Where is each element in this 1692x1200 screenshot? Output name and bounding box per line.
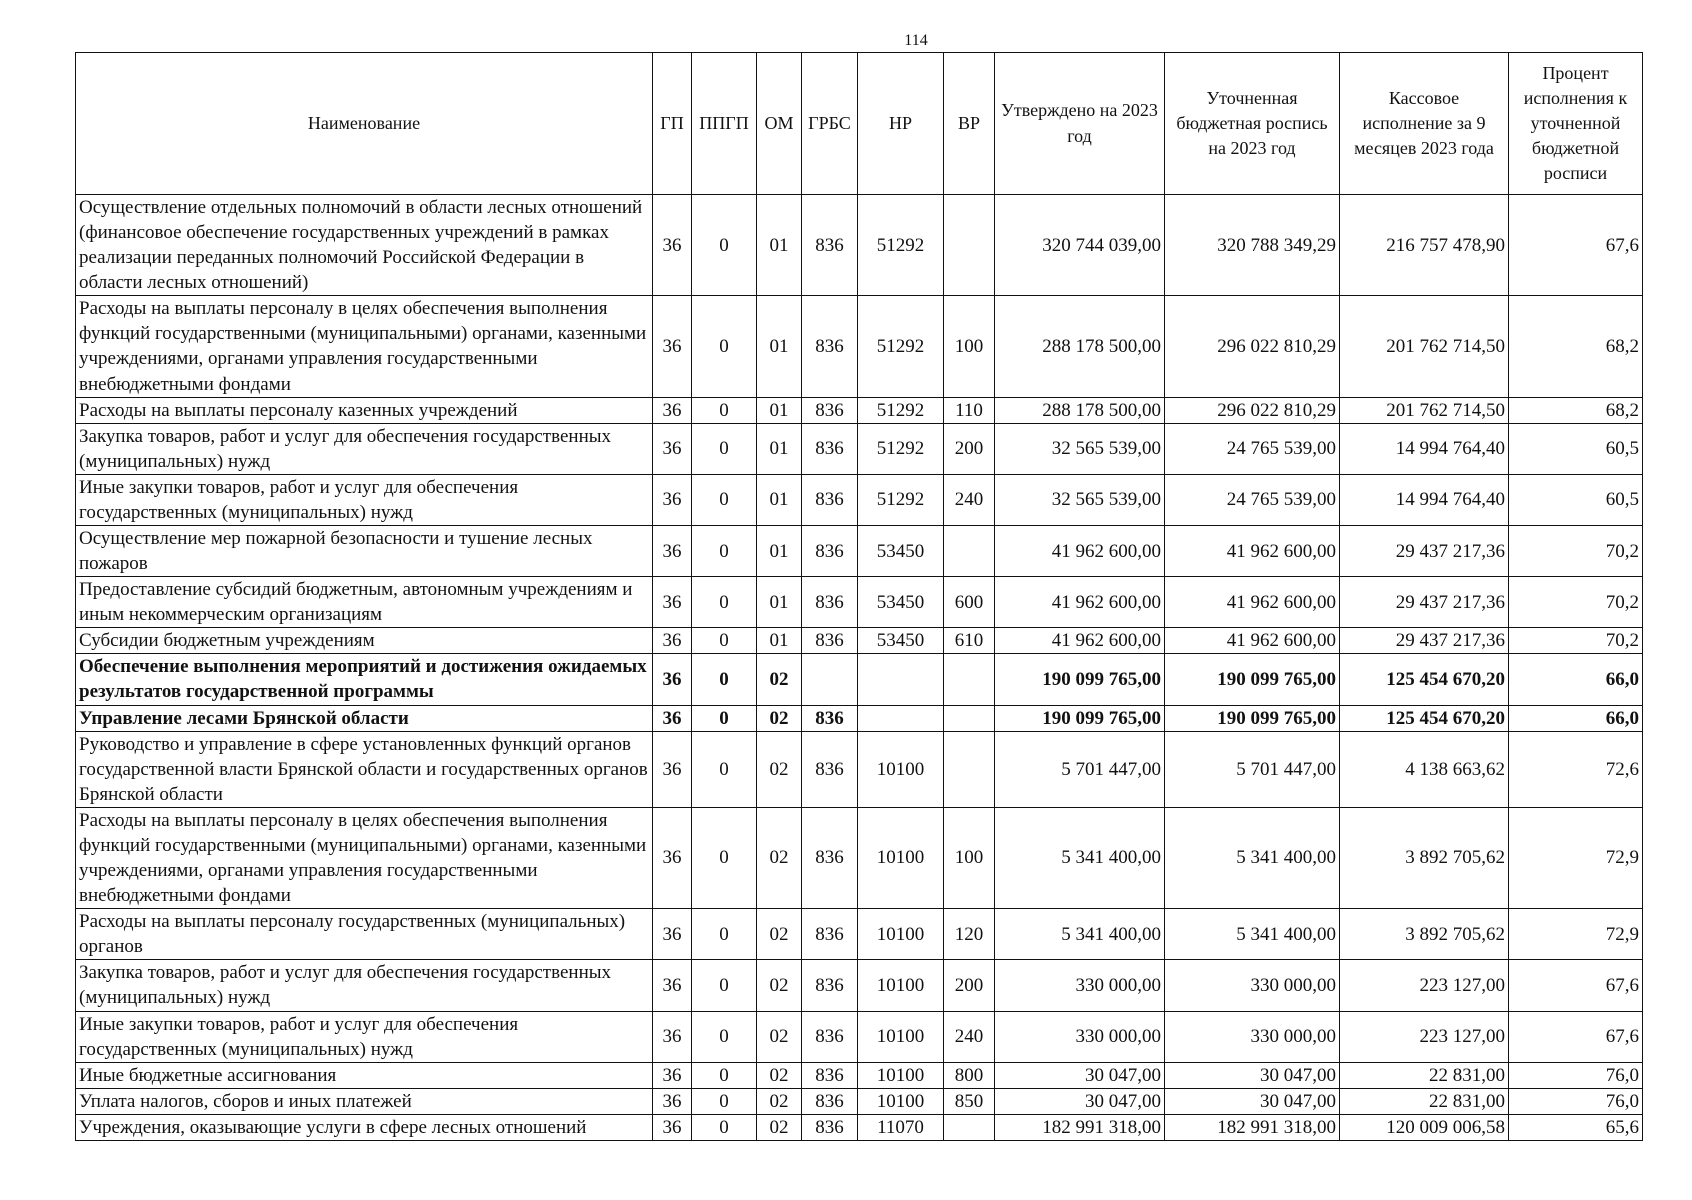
cell-om: 01 bbox=[757, 195, 802, 296]
cell-vr: 610 bbox=[944, 628, 995, 654]
cell-gp: 36 bbox=[653, 577, 692, 628]
table-row bbox=[76, 731, 1643, 807]
header-vr: ВР bbox=[944, 53, 995, 195]
cell-refined: 5 701 447,00 bbox=[1165, 731, 1340, 807]
table-row bbox=[76, 423, 1643, 474]
cell-nr: 10100 bbox=[858, 1088, 944, 1114]
cell-nr: 10100 bbox=[858, 909, 944, 960]
table-row bbox=[76, 577, 1643, 628]
cell-approved: 190 099 765,00 bbox=[995, 705, 1165, 731]
cell-refined: 30 047,00 bbox=[1165, 1088, 1340, 1114]
cell-approved: 330 000,00 bbox=[995, 1011, 1165, 1062]
cell-om: 01 bbox=[757, 628, 802, 654]
cell-percent: 72,9 bbox=[1509, 807, 1643, 908]
cell-grbs: 836 bbox=[802, 397, 858, 423]
table-row bbox=[76, 1088, 1643, 1114]
cell-nr bbox=[858, 654, 944, 705]
cell-name: Расходы на выплаты персоналу государственных (муниципальных) органов bbox=[76, 909, 653, 960]
cell-om: 02 bbox=[757, 960, 802, 1011]
cell-ppgp: 0 bbox=[692, 731, 757, 807]
cell-gp: 36 bbox=[653, 526, 692, 577]
cell-refined: 5 341 400,00 bbox=[1165, 909, 1340, 960]
cell-approved: 320 744 039,00 bbox=[995, 195, 1165, 296]
table-row bbox=[76, 654, 1643, 705]
cell-grbs: 836 bbox=[802, 474, 858, 525]
cell-cash: 22 831,00 bbox=[1340, 1062, 1509, 1088]
cell-percent: 66,0 bbox=[1509, 654, 1643, 705]
cell-ppgp: 0 bbox=[692, 474, 757, 525]
cell-om: 02 bbox=[757, 1088, 802, 1114]
cell-percent: 70,2 bbox=[1509, 577, 1643, 628]
cell-name: Учреждения, оказывающие услуги в сфере лесных отношений bbox=[76, 1114, 653, 1140]
cell-vr bbox=[944, 526, 995, 577]
header-name: Наименование bbox=[76, 53, 653, 195]
header-percent: Процент исполнения к уточненной бюджетной росписи bbox=[1509, 53, 1643, 195]
cell-ppgp: 0 bbox=[692, 397, 757, 423]
cell-approved: 5 701 447,00 bbox=[995, 731, 1165, 807]
cell-percent: 72,6 bbox=[1509, 731, 1643, 807]
cell-grbs: 836 bbox=[802, 1062, 858, 1088]
cell-approved: 5 341 400,00 bbox=[995, 909, 1165, 960]
cell-vr: 200 bbox=[944, 423, 995, 474]
cell-nr: 53450 bbox=[858, 526, 944, 577]
cell-vr: 120 bbox=[944, 909, 995, 960]
table-row bbox=[76, 705, 1643, 731]
cell-vr: 110 bbox=[944, 397, 995, 423]
cell-percent: 65,6 bbox=[1509, 1114, 1643, 1140]
cell-om: 01 bbox=[757, 577, 802, 628]
cell-gp: 36 bbox=[653, 195, 692, 296]
cell-approved: 30 047,00 bbox=[995, 1062, 1165, 1088]
cell-approved: 190 099 765,00 bbox=[995, 654, 1165, 705]
cell-om: 01 bbox=[757, 526, 802, 577]
cell-approved: 330 000,00 bbox=[995, 960, 1165, 1011]
cell-gp: 36 bbox=[653, 705, 692, 731]
cell-percent: 70,2 bbox=[1509, 628, 1643, 654]
table-row bbox=[76, 628, 1643, 654]
cell-approved: 32 565 539,00 bbox=[995, 423, 1165, 474]
table-row bbox=[76, 195, 1643, 296]
cell-name: Осуществление мер пожарной безопасности и тушение лесных пожаров bbox=[76, 526, 653, 577]
header-nr: НР bbox=[858, 53, 944, 195]
cell-approved: 5 341 400,00 bbox=[995, 807, 1165, 908]
cell-approved: 288 178 500,00 bbox=[995, 397, 1165, 423]
cell-ppgp: 0 bbox=[692, 577, 757, 628]
cell-ppgp: 0 bbox=[692, 1114, 757, 1140]
cell-ppgp: 0 bbox=[692, 1011, 757, 1062]
page-number: 114 bbox=[904, 32, 928, 49]
cell-vr bbox=[944, 654, 995, 705]
cell-name: Руководство и управление в сфере установленных функций органов государственной власти Брянской области и государственных органов Брянской области bbox=[76, 731, 653, 807]
cell-refined: 190 099 765,00 bbox=[1165, 705, 1340, 731]
cell-ppgp: 0 bbox=[692, 960, 757, 1011]
cell-cash: 4 138 663,62 bbox=[1340, 731, 1509, 807]
cell-percent: 60,5 bbox=[1509, 423, 1643, 474]
cell-gp: 36 bbox=[653, 1088, 692, 1114]
cell-grbs: 836 bbox=[802, 296, 858, 397]
cell-vr: 240 bbox=[944, 1011, 995, 1062]
cell-ppgp: 0 bbox=[692, 807, 757, 908]
cell-grbs: 836 bbox=[802, 577, 858, 628]
cell-grbs: 836 bbox=[802, 705, 858, 731]
cell-om: 02 bbox=[757, 731, 802, 807]
header-cash: Кассовое исполнение за 9 месяцев 2023 года bbox=[1340, 53, 1509, 195]
cell-cash: 22 831,00 bbox=[1340, 1088, 1509, 1114]
cell-cash: 125 454 670,20 bbox=[1340, 705, 1509, 731]
cell-grbs: 836 bbox=[802, 1088, 858, 1114]
cell-approved: 30 047,00 bbox=[995, 1088, 1165, 1114]
cell-refined: 182 991 318,00 bbox=[1165, 1114, 1340, 1140]
cell-ppgp: 0 bbox=[692, 1062, 757, 1088]
cell-name: Субсидии бюджетным учреждениям bbox=[76, 628, 653, 654]
header-grbs: ГРБС bbox=[802, 53, 858, 195]
cell-name: Расходы на выплаты персоналу в целях обеспечения выполнения функций государственными (муниципальными) органами, казенными учреждениями, органами управления государственными внебюджетными фондами bbox=[76, 296, 653, 397]
cell-grbs: 836 bbox=[802, 909, 858, 960]
cell-ppgp: 0 bbox=[692, 705, 757, 731]
cell-cash: 3 892 705,62 bbox=[1340, 909, 1509, 960]
cell-grbs: 836 bbox=[802, 1114, 858, 1140]
cell-vr: 240 bbox=[944, 474, 995, 525]
cell-refined: 5 341 400,00 bbox=[1165, 807, 1340, 908]
cell-name: Иные бюджетные ассигнования bbox=[76, 1062, 653, 1088]
cell-refined: 41 962 600,00 bbox=[1165, 628, 1340, 654]
cell-approved: 182 991 318,00 bbox=[995, 1114, 1165, 1140]
cell-refined: 30 047,00 bbox=[1165, 1062, 1340, 1088]
cell-om: 02 bbox=[757, 1062, 802, 1088]
cell-ppgp: 0 bbox=[692, 423, 757, 474]
table-row bbox=[76, 474, 1643, 525]
cell-percent: 76,0 bbox=[1509, 1088, 1643, 1114]
cell-grbs: 836 bbox=[802, 526, 858, 577]
cell-vr: 800 bbox=[944, 1062, 995, 1088]
cell-gp: 36 bbox=[653, 1114, 692, 1140]
cell-gp: 36 bbox=[653, 654, 692, 705]
table-row bbox=[76, 296, 1643, 397]
table-row bbox=[76, 960, 1643, 1011]
cell-name: Закупка товаров, работ и услуг для обеспечения государственных (муниципальных) нужд bbox=[76, 960, 653, 1011]
header-ppgp: ППГП bbox=[692, 53, 757, 195]
cell-approved: 41 962 600,00 bbox=[995, 628, 1165, 654]
cell-ppgp: 0 bbox=[692, 628, 757, 654]
table-row bbox=[76, 397, 1643, 423]
cell-nr: 51292 bbox=[858, 423, 944, 474]
cell-gp: 36 bbox=[653, 731, 692, 807]
cell-om: 02 bbox=[757, 705, 802, 731]
cell-refined: 330 000,00 bbox=[1165, 1011, 1340, 1062]
cell-name: Осуществление отдельных полномочий в области лесных отношений (финансовое обеспечение государственных учреждений в рамках реализации переданных полномочий Российской Федерации в области лесных отношений) bbox=[76, 195, 653, 296]
cell-grbs: 836 bbox=[802, 423, 858, 474]
cell-cash: 120 009 006,58 bbox=[1340, 1114, 1509, 1140]
cell-name: Закупка товаров, работ и услуг для обеспечения государственных (муниципальных) нужд bbox=[76, 423, 653, 474]
budget-table bbox=[75, 52, 1643, 1141]
cell-gp: 36 bbox=[653, 628, 692, 654]
cell-refined: 190 099 765,00 bbox=[1165, 654, 1340, 705]
table-row bbox=[76, 909, 1643, 960]
cell-name: Расходы на выплаты персоналу в целях обеспечения выполнения функций государственными (муниципальными) органами, казенными учреждениями, органами управления государственными внебюджетными фондами bbox=[76, 807, 653, 908]
cell-cash: 201 762 714,50 bbox=[1340, 397, 1509, 423]
cell-nr: 53450 bbox=[858, 628, 944, 654]
cell-gp: 36 bbox=[653, 423, 692, 474]
cell-name: Управление лесами Брянской области bbox=[76, 705, 653, 731]
cell-percent: 66,0 bbox=[1509, 705, 1643, 731]
cell-percent: 70,2 bbox=[1509, 526, 1643, 577]
cell-nr: 11070 bbox=[858, 1114, 944, 1140]
cell-approved: 41 962 600,00 bbox=[995, 526, 1165, 577]
header-gp: ГП bbox=[653, 53, 692, 195]
cell-percent: 60,5 bbox=[1509, 474, 1643, 525]
table-row bbox=[76, 1062, 1643, 1088]
cell-cash: 125 454 670,20 bbox=[1340, 654, 1509, 705]
cell-refined: 24 765 539,00 bbox=[1165, 474, 1340, 525]
cell-refined: 296 022 810,29 bbox=[1165, 397, 1340, 423]
cell-ppgp: 0 bbox=[692, 909, 757, 960]
cell-om: 02 bbox=[757, 1114, 802, 1140]
cell-nr: 51292 bbox=[858, 474, 944, 525]
table-row bbox=[76, 526, 1643, 577]
cell-ppgp: 0 bbox=[692, 296, 757, 397]
header-om: ОМ bbox=[757, 53, 802, 195]
cell-cash: 29 437 217,36 bbox=[1340, 526, 1509, 577]
cell-cash: 29 437 217,36 bbox=[1340, 577, 1509, 628]
cell-nr bbox=[858, 705, 944, 731]
cell-vr: 100 bbox=[944, 296, 995, 397]
cell-nr: 10100 bbox=[858, 960, 944, 1011]
cell-gp: 36 bbox=[653, 909, 692, 960]
cell-approved: 288 178 500,00 bbox=[995, 296, 1165, 397]
cell-vr: 100 bbox=[944, 807, 995, 908]
cell-nr: 51292 bbox=[858, 296, 944, 397]
cell-cash: 223 127,00 bbox=[1340, 1011, 1509, 1062]
cell-om: 01 bbox=[757, 474, 802, 525]
cell-percent: 76,0 bbox=[1509, 1062, 1643, 1088]
cell-grbs: 836 bbox=[802, 731, 858, 807]
cell-ppgp: 0 bbox=[692, 1088, 757, 1114]
cell-om: 01 bbox=[757, 397, 802, 423]
cell-cash: 3 892 705,62 bbox=[1340, 807, 1509, 908]
cell-cash: 201 762 714,50 bbox=[1340, 296, 1509, 397]
cell-approved: 32 565 539,00 bbox=[995, 474, 1165, 525]
cell-ppgp: 0 bbox=[692, 654, 757, 705]
cell-gp: 36 bbox=[653, 397, 692, 423]
cell-om: 02 bbox=[757, 654, 802, 705]
cell-vr: 200 bbox=[944, 960, 995, 1011]
header-approved: Утверждено на 2023 год bbox=[995, 53, 1165, 195]
cell-approved: 41 962 600,00 bbox=[995, 577, 1165, 628]
cell-grbs: 836 bbox=[802, 960, 858, 1011]
cell-name: Обеспечение выполнения мероприятий и достижения ожидаемых результатов государственной программы bbox=[76, 654, 653, 705]
cell-nr: 10100 bbox=[858, 807, 944, 908]
cell-cash: 216 757 478,90 bbox=[1340, 195, 1509, 296]
cell-percent: 68,2 bbox=[1509, 296, 1643, 397]
cell-grbs bbox=[802, 654, 858, 705]
cell-gp: 36 bbox=[653, 474, 692, 525]
cell-gp: 36 bbox=[653, 960, 692, 1011]
cell-ppgp: 0 bbox=[692, 526, 757, 577]
cell-gp: 36 bbox=[653, 1062, 692, 1088]
cell-vr: 600 bbox=[944, 577, 995, 628]
cell-percent: 67,6 bbox=[1509, 1011, 1643, 1062]
cell-refined: 296 022 810,29 bbox=[1165, 296, 1340, 397]
table-row bbox=[76, 1011, 1643, 1062]
table-body bbox=[76, 195, 1643, 1141]
cell-name: Иные закупки товаров, работ и услуг для обеспечения государственных (муниципальных) нужд bbox=[76, 474, 653, 525]
cell-name: Иные закупки товаров, работ и услуг для обеспечения государственных (муниципальных) нужд bbox=[76, 1011, 653, 1062]
cell-cash: 29 437 217,36 bbox=[1340, 628, 1509, 654]
cell-nr: 10100 bbox=[858, 1062, 944, 1088]
cell-vr bbox=[944, 195, 995, 296]
cell-refined: 24 765 539,00 bbox=[1165, 423, 1340, 474]
cell-name: Уплата налогов, сборов и иных платежей bbox=[76, 1088, 653, 1114]
cell-refined: 41 962 600,00 bbox=[1165, 526, 1340, 577]
cell-om: 01 bbox=[757, 296, 802, 397]
cell-gp: 36 bbox=[653, 1011, 692, 1062]
cell-ppgp: 0 bbox=[692, 195, 757, 296]
cell-nr: 10100 bbox=[858, 1011, 944, 1062]
cell-percent: 72,9 bbox=[1509, 909, 1643, 960]
cell-nr: 51292 bbox=[858, 397, 944, 423]
cell-percent: 67,6 bbox=[1509, 195, 1643, 296]
cell-grbs: 836 bbox=[802, 195, 858, 296]
cell-percent: 68,2 bbox=[1509, 397, 1643, 423]
cell-gp: 36 bbox=[653, 296, 692, 397]
table-header bbox=[76, 53, 1643, 195]
cell-gp: 36 bbox=[653, 807, 692, 908]
table-row bbox=[76, 807, 1643, 908]
cell-cash: 223 127,00 bbox=[1340, 960, 1509, 1011]
cell-vr bbox=[944, 731, 995, 807]
cell-om: 02 bbox=[757, 1011, 802, 1062]
cell-nr: 10100 bbox=[858, 731, 944, 807]
cell-refined: 320 788 349,29 bbox=[1165, 195, 1340, 296]
header-refined: Уточненная бюджетная роспись на 2023 год bbox=[1165, 53, 1340, 195]
cell-refined: 41 962 600,00 bbox=[1165, 577, 1340, 628]
cell-nr: 51292 bbox=[858, 195, 944, 296]
cell-grbs: 836 bbox=[802, 807, 858, 908]
cell-nr: 53450 bbox=[858, 577, 944, 628]
cell-percent: 67,6 bbox=[1509, 960, 1643, 1011]
cell-vr bbox=[944, 705, 995, 731]
cell-om: 01 bbox=[757, 423, 802, 474]
cell-om: 02 bbox=[757, 909, 802, 960]
cell-name: Предоставление субсидий бюджетным, автономным учреждениям и иным некоммерческим организациям bbox=[76, 577, 653, 628]
cell-vr bbox=[944, 1114, 995, 1140]
cell-refined: 330 000,00 bbox=[1165, 960, 1340, 1011]
cell-om: 02 bbox=[757, 807, 802, 908]
cell-grbs: 836 bbox=[802, 628, 858, 654]
cell-cash: 14 994 764,40 bbox=[1340, 423, 1509, 474]
cell-name: Расходы на выплаты персоналу казенных учреждений bbox=[76, 397, 653, 423]
cell-cash: 14 994 764,40 bbox=[1340, 474, 1509, 525]
cell-grbs: 836 bbox=[802, 1011, 858, 1062]
cell-vr: 850 bbox=[944, 1088, 995, 1114]
table-row bbox=[76, 1114, 1643, 1140]
